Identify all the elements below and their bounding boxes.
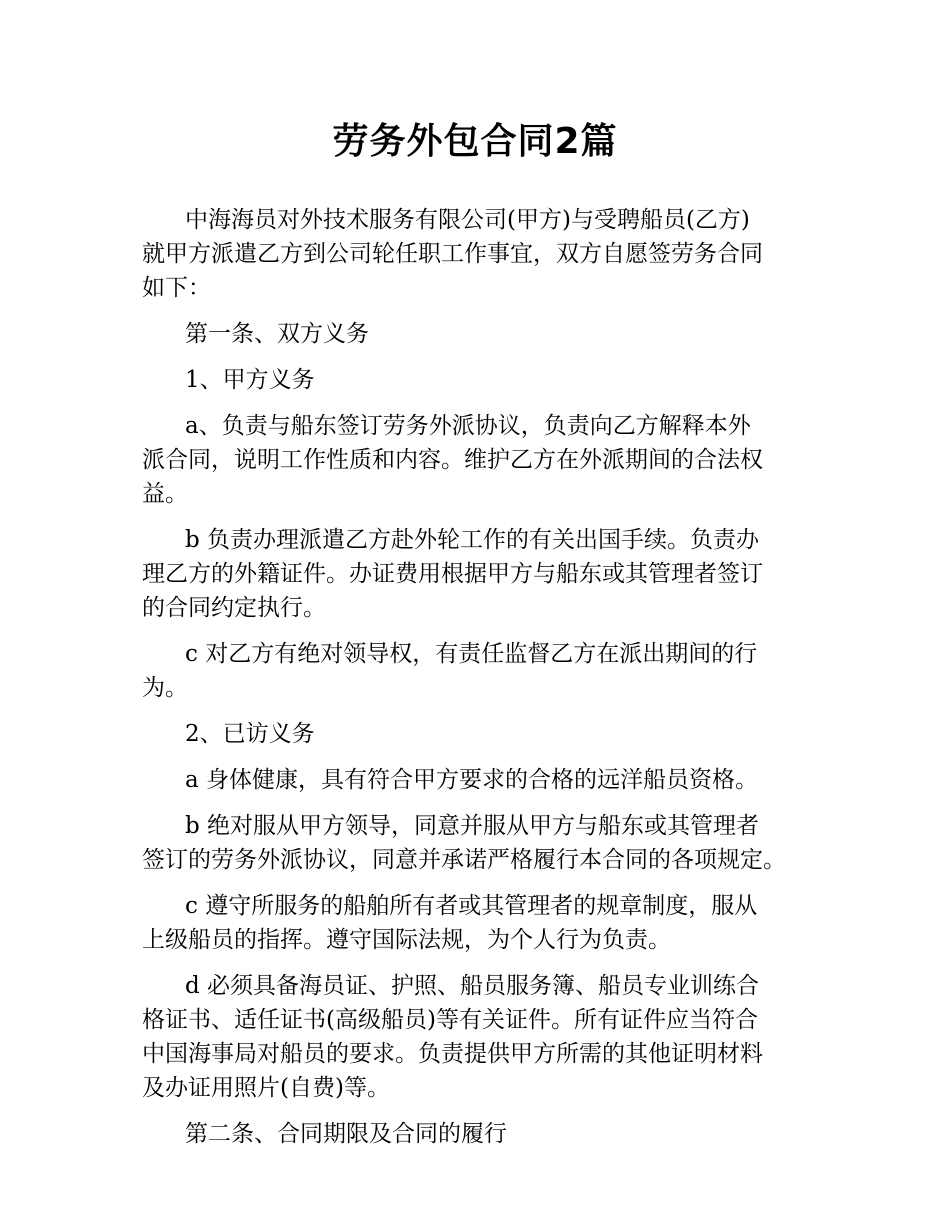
text-line: 及办证用照片(自费)等。 [142,1075,390,1101]
text-line: 的合同约定执行。 [142,595,326,621]
text-line: b 负责办理派遣乙方赴外轮工作的有关出国手续。负责办 [185,527,760,553]
text-line: 第一条、双方义务 [185,321,369,347]
document-body [142,203,814,1163]
text-line: 2、已访义务 [185,721,315,747]
text-line: 1、甲方义务 [185,367,315,393]
text-line: d 必须具备海员证、护照、船员服务簿、船员专业训练合 [185,973,760,999]
text-line: 益。 [142,481,188,507]
text-line: b 绝对服从甲方领导，同意并服从甲方与船东或其管理者 [185,813,760,839]
text-line: 格证书、适任证书(高级船员)等有关证件。所有证件应当符合 [142,1007,758,1033]
text-line: 中海海员对外技术服务有限公司(甲方)与受聘船员(乙方) [185,207,750,233]
clause-b-item-a [142,763,814,797]
text-line: 上级船员的指挥。遵守国际法规，为个人行为负责。 [142,927,671,953]
clause-b-item-b [142,809,814,877]
clause-a-item-b [142,523,814,625]
text-line: a 身体健康，具有符合甲方要求的合格的远洋船员资格。 [185,767,759,793]
text-line: c 遵守所服务的船舶所有者或其管理者的规章制度，服从 [185,893,758,919]
text-line: c 对乙方有绝对领导权，有责任监督乙方在派出期间的行 [185,641,758,667]
text-line: 第二条、合同期限及合同的履行 [185,1121,507,1147]
text-line: 如下： [142,275,211,301]
clause-a-item-c [142,637,814,705]
clause-a-item-a [142,409,814,511]
text-line: 为。 [142,675,188,701]
paragraph-intro [142,203,814,305]
text-line: a、负责与船东签订劳务外派协议，负责向乙方解释本外 [185,413,751,439]
text-line: 签订的劳务外派协议，同意并承诺严格履行本合同的各项规定。 [142,847,786,873]
document-title: 劳务外包合同2篇 [332,121,618,162]
section-heading-article-1 [142,317,814,351]
section-heading-article-2 [142,1117,814,1151]
subheading-party-b-duties [142,717,814,751]
clause-b-item-c [142,889,814,957]
text-line: 就甲方派遣乙方到公司轮任职工作事宜，双方自愿签劳务合同 [142,241,763,267]
text-line: 派合同，说明工作性质和内容。维护乙方在外派期间的合法权 [142,447,763,473]
text-line: 中国海事局对船员的要求。负责提供甲方所需的其他证明材料 [142,1041,763,1067]
subheading-party-a-duties [142,363,814,397]
text-line: 理乙方的外籍证件。办证费用根据甲方与船东或其管理者签订 [142,561,763,587]
clause-b-item-d [142,969,814,1105]
